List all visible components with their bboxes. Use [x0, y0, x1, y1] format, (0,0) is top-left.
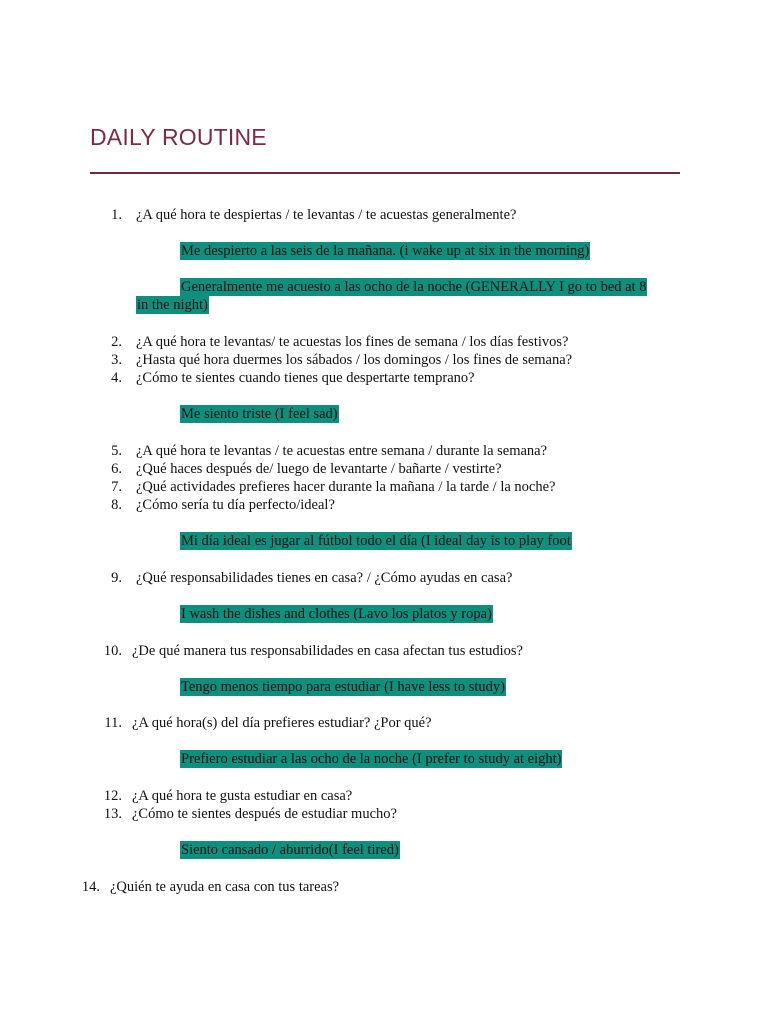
question-number: 2. — [111, 334, 122, 350]
question-text: ¿Qué actividades prefieres hacer durante la mañana / la tarde / la noche? — [136, 479, 556, 495]
answer-13: Siento cansado / aburrido(I feel tired) — [181, 842, 399, 858]
question-text: ¿Cómo te sientes después de estudiar mucho? — [132, 806, 397, 822]
question-text: ¿Qué responsabilidades tienes en casa? / ¿Cómo ayudas en casa? — [136, 570, 513, 586]
question-text: ¿A qué hora te despiertas / te levantas / te acuestas generalmente? — [136, 207, 517, 223]
question-number: 14. — [81, 879, 100, 895]
question-number: 10. — [103, 643, 122, 659]
answer-8: Mi día ideal es jugar al fútbol todo el día (I ideal day is to play foot — [181, 533, 571, 549]
question-number: 9. — [111, 570, 122, 586]
answer-2-line-2: in the night) — [137, 297, 208, 313]
question-text: ¿A qué hora te gusta estudiar en casa? — [132, 788, 353, 804]
question-number: 11. — [104, 715, 122, 731]
answer-4: Me siento triste (I feel sad) — [181, 406, 338, 422]
question-number: 4. — [111, 370, 122, 386]
answer-9: I wash the dishes and clothes (Lavo los platos y ropa) — [181, 606, 492, 622]
question-text: ¿Quién te ayuda en casa con tus tareas? — [110, 879, 340, 895]
question-number: 7. — [111, 479, 122, 495]
question-text: ¿A qué hora te levantas/ te acuestas los fines de semana / los días festivos? — [136, 334, 569, 350]
answer-2-line-1: Generalmente me acuesto a las ocho de la noche (GENERALLY I go to bed at 8 — [181, 279, 647, 295]
question-text: ¿Hasta qué hora duermes los sábados / los domingos / los fines de semana? — [136, 352, 573, 368]
question-number: 8. — [111, 497, 122, 513]
question-text: ¿Cómo sería tu día perfecto/ideal? — [136, 497, 335, 513]
answer-10: Tengo menos tiempo para estudiar (I have less to study) — [181, 679, 505, 695]
question-number: 5. — [111, 443, 122, 459]
answer-1: Me despierto a las seis de la mañana. (i wake up at six in the morning) — [181, 243, 590, 259]
question-text: ¿Cómo te sientes cuando tienes que despertarte temprano? — [136, 370, 475, 386]
question-number: 12. — [103, 788, 122, 804]
question-number: 1. — [111, 207, 122, 223]
title-divider — [90, 172, 680, 174]
answer-11: Prefiero estudiar a las ocho de la noche (I prefer to study at eight) — [181, 751, 562, 767]
question-text: ¿Qué haces después de/ luego de levantarte / bañarte / vestirte? — [136, 461, 502, 477]
question-number: 3. — [111, 352, 122, 368]
question-number: 6. — [111, 461, 122, 477]
question-text: ¿A qué hora te levantas / te acuestas entre semana / durante la semana? — [136, 443, 548, 459]
page-title: DAILY ROUTINE — [90, 124, 267, 150]
question-text: ¿De qué manera tus responsabilidades en casa afectan tus estudios? — [132, 643, 523, 659]
question-text: ¿A qué hora(s) del día prefieres estudiar? ¿Por qué? — [132, 715, 432, 731]
question-number: 13. — [103, 806, 122, 822]
